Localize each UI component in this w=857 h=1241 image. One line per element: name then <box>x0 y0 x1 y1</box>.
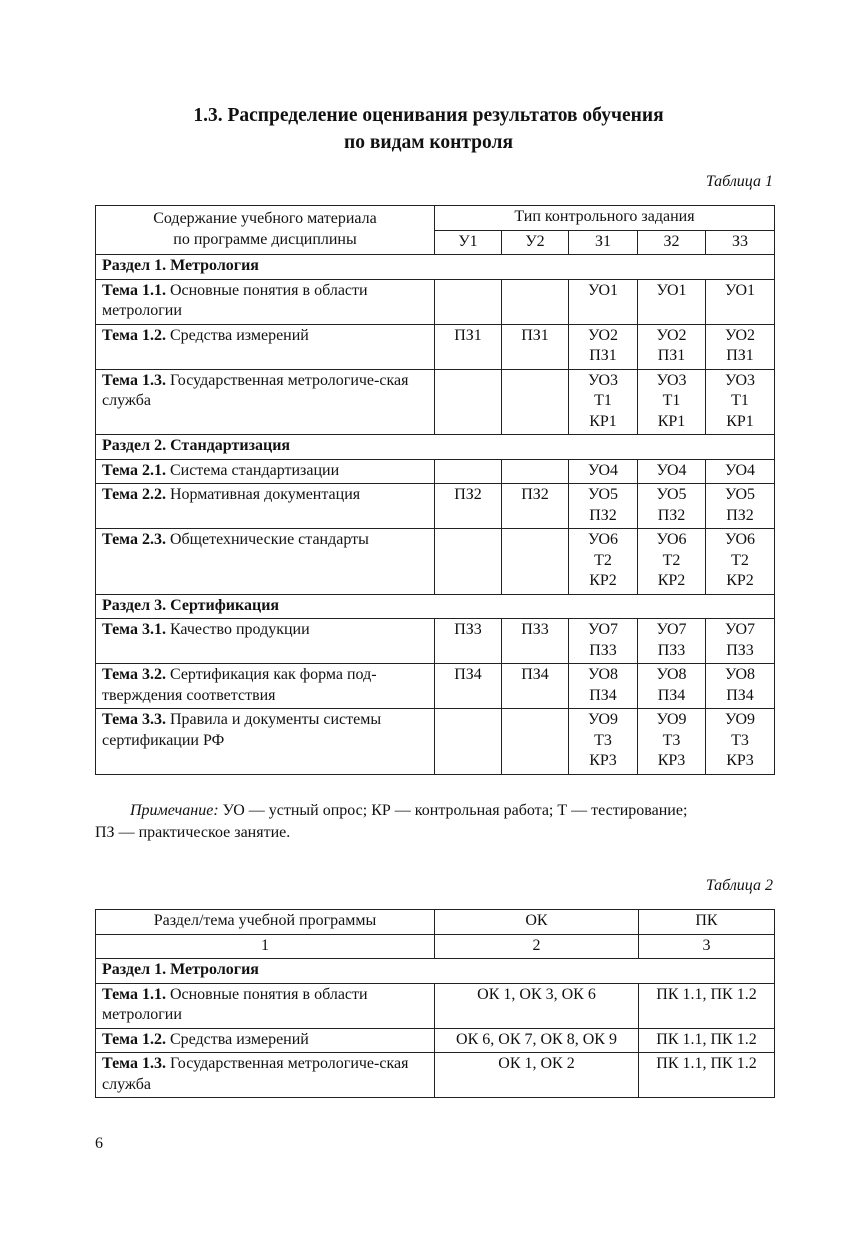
control-cell: УО8 ПЗ4 <box>706 664 775 709</box>
ok-cell: ОК 6, ОК 7, ОК 8, ОК 9 <box>435 1028 639 1053</box>
control-cell: УО9 Т3 КР3 <box>638 709 706 775</box>
control-cell: УО7 ПЗ3 <box>569 619 638 664</box>
control-cell: УО6 Т2 КР2 <box>569 529 638 595</box>
section-row <box>96 594 775 619</box>
topic-cell <box>96 459 435 484</box>
control-cell: ПЗ2 <box>435 484 502 529</box>
pk-cell: ПК 1.1, ПК 1.2 <box>639 1053 775 1098</box>
control-cell: УО5 ПЗ2 <box>706 484 775 529</box>
topic-text: Правила и документы системы сертификации РФ <box>102 711 382 749</box>
control-cell: УО7 ПЗ3 <box>638 619 706 664</box>
header-ok: ОК <box>435 910 639 935</box>
topic-text: Государственная метрологиче-ская служба <box>102 371 409 409</box>
header-col-z1: З1 <box>569 230 638 255</box>
topic-text: Нормативная документация <box>165 486 361 503</box>
column-number-2: 2 <box>435 934 639 959</box>
topic-text: Сертификация как форма под-тверждения соответствия <box>102 666 377 704</box>
section-title: Раздел 1. Метрология <box>96 255 775 280</box>
control-cell <box>502 709 569 775</box>
control-cell: УО2 ПЗ1 <box>706 324 775 369</box>
topic-cell <box>96 619 435 664</box>
control-cell: УО3 Т1 КР1 <box>706 369 775 435</box>
control-cell <box>502 369 569 435</box>
topic-number: Тема 3.2. <box>102 666 166 683</box>
control-cell: УО3 Т1 КР1 <box>569 369 638 435</box>
header-col-z3: З3 <box>706 230 775 255</box>
table-row <box>96 459 775 484</box>
topic-cell <box>96 369 435 435</box>
control-cell: УО4 <box>706 459 775 484</box>
control-cell <box>502 459 569 484</box>
header-content: Содержание учебного материала по программе дисциплины <box>96 206 435 255</box>
control-cell: ПЗ3 <box>502 619 569 664</box>
table-note <box>95 800 774 844</box>
table-row <box>96 279 775 324</box>
control-cell <box>435 529 502 595</box>
topic-number: Тема 1.2. <box>102 326 166 344</box>
control-cell: УО6 Т2 КР2 <box>638 529 706 595</box>
control-cell: УО8 ПЗ4 <box>638 664 706 709</box>
control-cell: УО1 <box>569 279 638 324</box>
column-number-3: 3 <box>639 934 775 959</box>
control-cell: УО5 ПЗ2 <box>569 484 638 529</box>
table-row <box>96 1053 775 1098</box>
section-title: Раздел 2. Стандартизация <box>96 435 775 460</box>
ok-cell: ОК 1, ОК 3, ОК 6 <box>435 983 639 1028</box>
section-title: Раздел 3. Сертификация <box>96 594 775 619</box>
control-cell: УО5 ПЗ2 <box>638 484 706 529</box>
table-row <box>96 983 775 1028</box>
topic-text: Основные понятия в области метрологии <box>102 281 368 319</box>
topic-cell <box>96 484 435 529</box>
pk-cell: ПК 1.1, ПК 1.2 <box>639 983 775 1028</box>
section-row <box>96 435 775 460</box>
topic-cell <box>96 529 435 595</box>
note-text-2: ПЗ — практическое занятие. <box>95 824 291 841</box>
topic-text: Средства измерений <box>165 1030 309 1048</box>
column-number-1: 1 <box>96 934 435 959</box>
control-cell: УО6 Т2 КР2 <box>706 529 775 595</box>
control-cell: ПЗ1 <box>502 324 569 369</box>
topic-number: Тема 3.1. <box>102 621 166 638</box>
control-cell <box>435 369 502 435</box>
header-topic: Раздел/тема учебной программы <box>96 910 435 935</box>
topic-cell <box>96 664 435 709</box>
control-cell: УО4 <box>638 459 706 484</box>
topic-cell <box>96 709 435 775</box>
control-cell: УО1 <box>706 279 775 324</box>
header-pk: ПК <box>639 910 775 935</box>
topic-number: Тема 2.2. <box>102 486 166 503</box>
pk-cell: ПК 1.1, ПК 1.2 <box>639 1028 775 1053</box>
control-cell: УО9 Т3 КР3 <box>706 709 775 775</box>
section-row: Раздел 1. Метрология <box>96 959 775 984</box>
topic-text: Система стандартизации <box>165 461 340 479</box>
heading-line-1: 1.3. Распределение оценивания результатов обучения <box>193 105 664 126</box>
topic-text: Основные понятия в области метрологии <box>102 985 368 1023</box>
table-row <box>96 369 775 435</box>
control-cell: ПЗ1 <box>435 324 502 369</box>
control-cell: УО2 ПЗ1 <box>638 324 706 369</box>
control-cell <box>435 279 502 324</box>
topic-number: Тема 1.3. <box>102 1055 166 1072</box>
note-label: Примечание: <box>130 802 219 819</box>
ok-cell: ОК 1, ОК 2 <box>435 1053 639 1098</box>
table-row <box>96 1028 775 1053</box>
topic-text: Общетехнические стандарты <box>165 531 369 548</box>
control-cell <box>435 709 502 775</box>
control-cell: УО3 Т1 КР1 <box>638 369 706 435</box>
control-cell: ПЗ2 <box>502 484 569 529</box>
topic-number: Тема 1.1. <box>102 281 166 299</box>
topic-number: Тема 3.3. <box>102 711 166 728</box>
control-cell: УО8 ПЗ4 <box>569 664 638 709</box>
table-2-caption: Таблица 2 <box>705 877 773 894</box>
control-cell: УО7 ПЗ3 <box>706 619 775 664</box>
table-2 <box>95 909 775 1098</box>
control-cell: УО9 Т3 КР3 <box>569 709 638 775</box>
control-cell: УО2 ПЗ1 <box>569 324 638 369</box>
header-col-u2: У2 <box>502 230 569 255</box>
table-1-caption: Таблица 1 <box>705 173 773 190</box>
page-number: 6 <box>95 1135 103 1152</box>
topic-cell <box>96 324 435 369</box>
table-row <box>96 529 775 595</box>
table-1 <box>95 205 775 775</box>
table-row <box>96 664 775 709</box>
control-cell: УО1 <box>638 279 706 324</box>
control-cell <box>502 279 569 324</box>
topic-text: Средства измерений <box>165 326 309 344</box>
topic-cell <box>96 279 435 324</box>
topic-number: Тема 1.2. <box>102 1030 166 1048</box>
header-task-type: Тип контрольного задания <box>435 206 775 231</box>
control-cell: УО4 <box>569 459 638 484</box>
control-cell: ПЗ4 <box>502 664 569 709</box>
table-row <box>96 619 775 664</box>
topic-cell <box>96 983 435 1028</box>
section-row <box>96 255 775 280</box>
topic-number: Тема 2.1. <box>102 461 166 479</box>
table-row <box>96 324 775 369</box>
heading-line-2: по видам контроля <box>343 132 513 153</box>
table-row <box>96 484 775 529</box>
topic-number: Тема 1.3. <box>102 371 166 389</box>
section-heading <box>0 102 857 156</box>
control-cell: ПЗ4 <box>435 664 502 709</box>
topic-text: Качество продукции <box>165 621 310 638</box>
topic-cell <box>96 1053 435 1098</box>
topic-cell <box>96 1028 435 1053</box>
topic-text: Государственная метрологиче-ская служба <box>102 1055 409 1093</box>
topic-number: Тема 2.3. <box>102 531 166 548</box>
header-col-z2: З2 <box>638 230 706 255</box>
note-text-1: УО — устный опрос; КР — контрольная работа; Т — тестирование; <box>218 802 688 819</box>
control-cell: ПЗ3 <box>435 619 502 664</box>
control-cell <box>502 529 569 595</box>
control-cell <box>435 459 502 484</box>
topic-number: Тема 1.1. <box>102 985 166 1003</box>
table-row <box>96 709 775 775</box>
header-col-u1: У1 <box>435 230 502 255</box>
